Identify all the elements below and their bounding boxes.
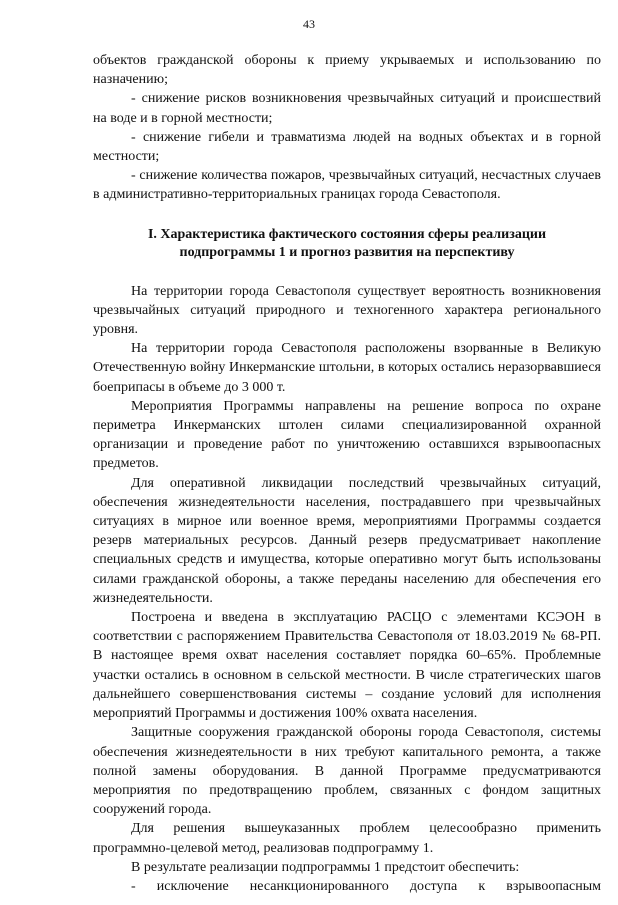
paragraph: Для решения вышеуказанных проблем целесообразно применить программно-целевой метод, реализовав подпрограмму 1. xyxy=(93,821,601,856)
section-heading-line: подпрограммы 1 и прогноз развития на перспективу xyxy=(179,244,515,260)
list-item: - исключение несанкционированного доступа к взрывоопасным xyxy=(131,878,601,894)
paragraph: На территории города Севастополя расположены взорванные в Великую Отечественную войну Инкерманские штольни, в которых остались неразорвавшиеся боеприпасы в объеме до 3 000 т. xyxy=(93,341,601,395)
paragraph: Защитные сооружения гражданской обороны города Севастополя, системы обеспечения жизнедеятельности в них требуют капитального ремонта, а также полной замены оборудования. В данной Программе предусматриваются мероприятия по предотвращению проблем, связанных с фондом защитных сооружений города. xyxy=(93,725,601,818)
paragraph: Построена и введена в эксплуатацию РАСЦО с элементами КСЭОН в соответствии с распоряжением Правительства Севастополя от 18.03.2019 № 68-РП. В настоящее время охват населения составляет порядка 60–65%. Проблемные участки остались в основном в сельской местности. В числе стратегических шагов дальнейшего совершенствования системы – создание условий для исполнения мероприятий Программы и достижения 100% охвата населения. xyxy=(93,610,601,722)
list-item: - снижение количества пожаров, чрезвычайных ситуаций, несчастных случаев в административно-территориальных границах города Севастополя. xyxy=(93,168,601,203)
page-content xyxy=(93,51,601,896)
page-number: 43 xyxy=(303,17,315,31)
paragraph: Мероприятия Программы направлены на решение вопроса по охране периметра Инкерманских штолен силами специализированной охранной организации и проведение работ по уничтожению оставшихся взрывоопасных предметов. xyxy=(93,398,601,472)
section-heading xyxy=(93,226,601,262)
list-item: - снижение рисков возникновения чрезвычайных ситуаций и происшествий на воде и в горной местности; xyxy=(93,91,601,126)
paragraph: Для оперативной ликвидации последствий чрезвычайных ситуаций, обеспечения жизнедеятельности населения, пострадавшего при чрезвычайных ситуациях в мирное или военное время, мероприятиями Программы создается резерв материальных ресурсов. Данный резерв предусматривает накопление специальных средств и имущества, которые оперативно могут быть использованы силами гражданской обороны, а также переданы населению для обеспечения его жизнедеятельности. xyxy=(93,475,601,606)
list-item: - снижение гибели и травматизма людей на водных объектах и в горной местности; xyxy=(93,129,601,165)
paragraph: объектов гражданской обороны к приему укрываемых и использованию по назначению; xyxy=(93,53,601,88)
paragraph: На территории города Севастополя существует вероятность возникновения чрезвычайных ситуаций природного и техногенного характера регионального уровня. xyxy=(93,283,601,338)
paragraph: В результате реализации подпрограммы 1 предстоит обеспечить: xyxy=(131,859,520,875)
section-heading-line: I. Характеристика фактического состояния сферы реализации xyxy=(147,226,547,242)
